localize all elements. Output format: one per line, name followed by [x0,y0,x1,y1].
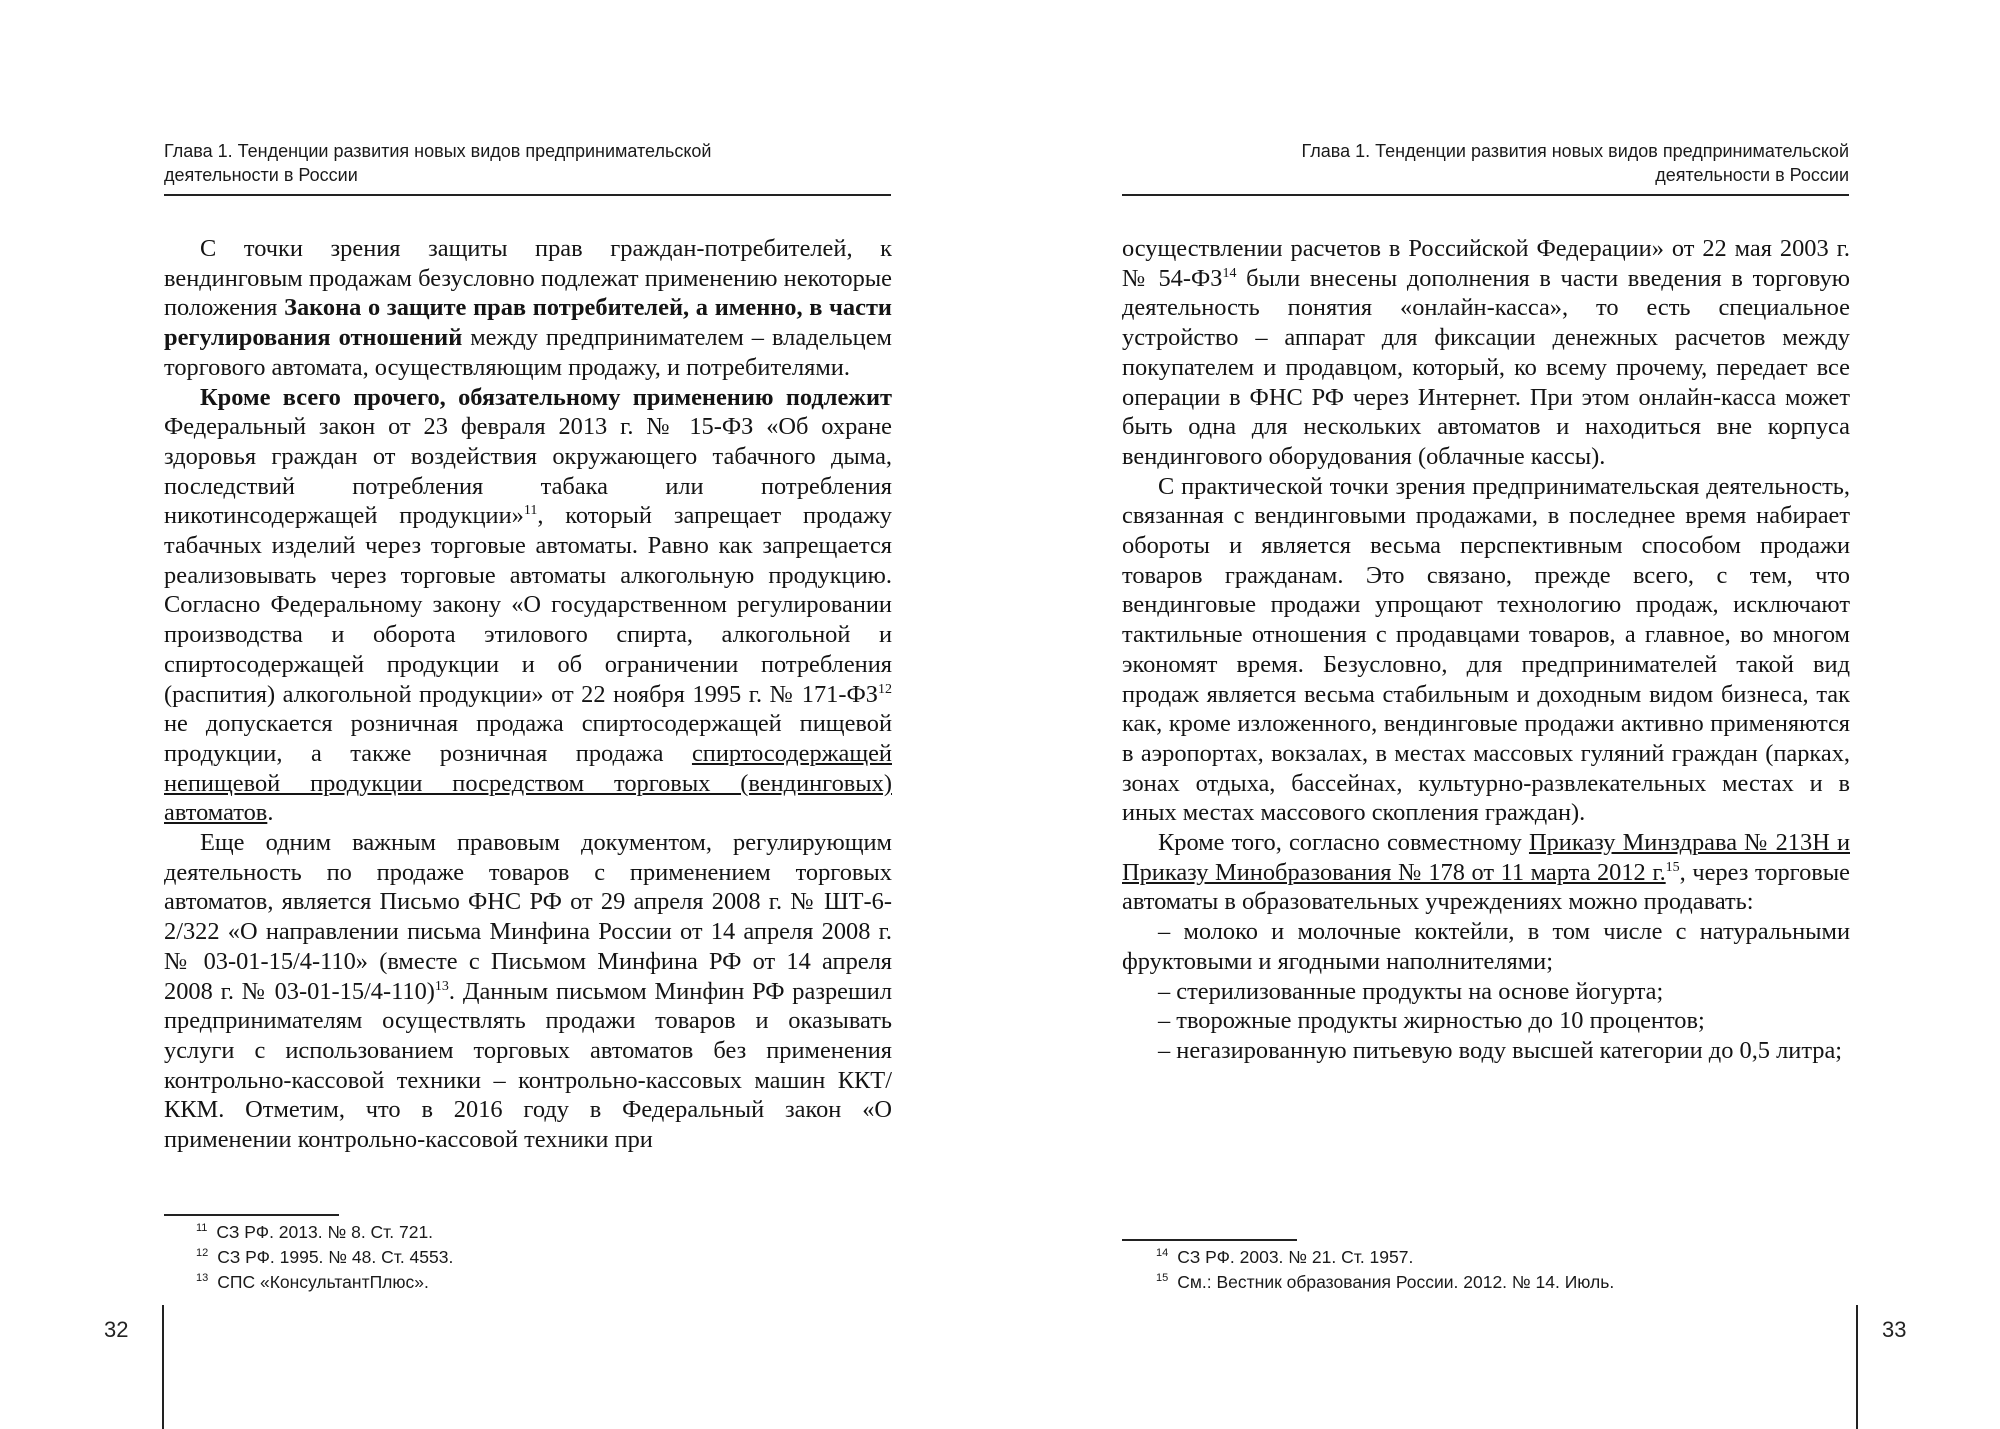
body-text [164,234,892,1155]
footnote-text: См.: Вестник образования России. 2012. № 14. Июль. [1177,1272,1615,1292]
running-header-line-1: Глава 1. Тенденции развития новых видов предпринимательской [1301,141,1849,161]
paragraph [1122,828,1850,917]
page-edge-line [162,1305,164,1429]
footnote-number: 14 [1156,1247,1169,1260]
footnote-ref: 13 [434,978,449,994]
footnote-number: 13 [196,1272,209,1285]
page-number: 32 [104,1317,129,1342]
bold-text: Кроме всего прочего, обязательному применению подлежит [200,383,892,411]
footnotes [196,1220,453,1295]
running-header-line-2: деятельности в России [164,165,358,185]
page-number: 33 [1882,1317,1907,1342]
list-item: – молоко и молочные коктейли, в том числе с натуральными фруктовыми и ягодными наполнителями; [1122,918,1850,975]
running-header-line-2: деятельности в России [1655,165,1849,185]
footnote [196,1245,453,1270]
paragraph: С практической точки зрения предпринимательская деятельность, связанная с вендинговыми продажами, в последнее время набирает обороты и является весьма перспективным способом продажи товаров гражданам. Это связано, прежде всего, с тем, что вендинговые продажи упрощают технологию продаж, исключают тактильные отношения с продавцами товаров, а главное, во многом экономят время. Безусловно, для предпринимателей такой вид продаж является весьма стабильным и доходным видом бизнеса, так как, кроме изложенного, вендинговые продажи активно применяются в аэропортах, вокзалах, в местах массовых гуляний граждан (парках, зонах отдыха, бассейнах, культурно-развлекательных местах и в иных местах массового скопления граждан). [1122,472,1850,827]
footnote [1156,1270,1614,1295]
footnote-text: СЗ РФ. 2013. № 8. Ст. 721. [216,1222,434,1242]
text-run: осуществлении расчетов в Российской Федерации» от 22 мая 2003 г. № 54-ФЗ [1122,235,1850,292]
list-item: – стерилизованные продукты на основе йогурта; [1158,977,1664,1005]
paragraph [164,828,892,1155]
list-item: – негазированную питьевую воду высшей категории до 0,5 литра; [1158,1036,1843,1064]
text-run: , который запрещает продажу табачных изделий через торговые автоматы. Равно как запрещается реализовывать через торговые автоматы алкогольную продукцию. Согласно Федеральному закону «О государственном регулировании производства и оборота этилового спирта, алкогольной и спиртосодержащей продукции и об ограничении потребления (распития) алкогольной продукции» от 22 ноября 1995 г. № 171-ФЗ [164,502,892,708]
footnote [1156,1245,1614,1270]
bold-text: Закона о защите прав потребителей, а именно, в части регулирования отношений [164,294,892,352]
running-header [1122,139,1849,196]
text-run: С точки зрения защиты прав граждан-потребителей, к вендинговым продажам безусловно подлежат применению некоторые положения [164,235,892,322]
footnote-text: СЗ РФ. 2003. № 21. Ст. 1957. [1177,1247,1414,1267]
footnote [196,1270,453,1295]
footnote-text: СЗ РФ. 1995. № 48. Ст. 4553. [217,1247,454,1267]
text-run: , через торговые автоматы в образовательных учреждениях можно продавать: [1122,858,1850,916]
body-text [1122,234,1850,1066]
text-run: между предпринимателем – владельцем торгового автомата, осуществляющим продажу, и потребителями. [164,324,892,381]
running-header [164,139,891,196]
text-run: Федеральный закон от 23 февраля 2013 г. № 15-ФЗ «Об охране здоровья граждан от воздействия окружающего табачного дыма, последствий потребления табака или потребления никотинсодержащей продукции» [164,413,892,530]
running-header-line-1: Глава 1. Тенденции развития новых видов предпринимательской [164,141,712,161]
footnote-divider [1122,1239,1297,1241]
right-page [1000,0,2000,1429]
footnote-ref: 14 [1222,265,1237,281]
footnote-number: 15 [1156,1272,1169,1285]
paragraph [164,234,892,383]
list-item: – творожные продукты жирностью до 10 процентов; [1158,1007,1705,1035]
footnote-number: 12 [196,1247,209,1260]
paragraph [164,383,892,829]
footnote-number: 11 [196,1222,208,1235]
text-run: Еще одним важным правовым документом, регулирующим деятельность по продаже товаров с применением торговых автоматов, является Письмо ФНС РФ от 29 апреля 2008 г. № ШТ-6-2/322 «О направлении письма Минфина России от 14 апреля 2008 г. № 03-01-15/4-110» (вместе с Письмом Минфина РФ от 14 апреля 2008 г. № 03-01-15/4-110) [164,829,892,1005]
text-run: . Данным письмом Минфин РФ разрешил предпринимателям осуществлять продажи товаров и оказывать услуги с использованием торговых автоматов без применения контрольно-кассовой техники – контрольно-кассовых машин ККТ/ККМ. Отметим, что в 2016 году в Федеральный закон «О применении контрольно-кассовой техники при [164,977,892,1154]
footnote [196,1220,453,1245]
text-run: были внесены дополнения в части введения в торговую деятельность понятия «онлайн-касса», то есть специальное устройство – аппарат для фиксации денежных расчетов между покупателем и продавцом, который, ко всему прочему, передает все операции в ФНС РФ через Интернет. При этом онлайн-касса может быть одна для нескольких автоматов и находиться вне корпуса вендингового оборудования (облачные кассы). [1122,264,1850,470]
text-run: Кроме того, согласно совместному [1158,829,1529,857]
footnote-ref: 11 [523,503,538,519]
paragraph [1122,234,1850,472]
footnote-ref: 15 [1665,859,1680,875]
underlined-text: Приказу Минздрава № 213Н и Приказу Минобразования № 178 от 11 марта 2012 г. [1122,829,1850,886]
text-run: не допускается розничная продажа спиртосодержащей пищевой продукции, а также розничная продажа [164,710,892,767]
page-edge-line [1856,1305,1858,1429]
footnote-ref: 12 [878,681,892,697]
footnotes [1156,1245,1614,1295]
underlined-text: спиртосодержащей непищевой продукции посредством торговых (вендинговых) автоматов [164,739,892,827]
text-run: . [267,799,274,827]
footnote-divider [164,1214,339,1216]
footnote-text: СПС «КонсультантПлюс». [217,1272,429,1292]
